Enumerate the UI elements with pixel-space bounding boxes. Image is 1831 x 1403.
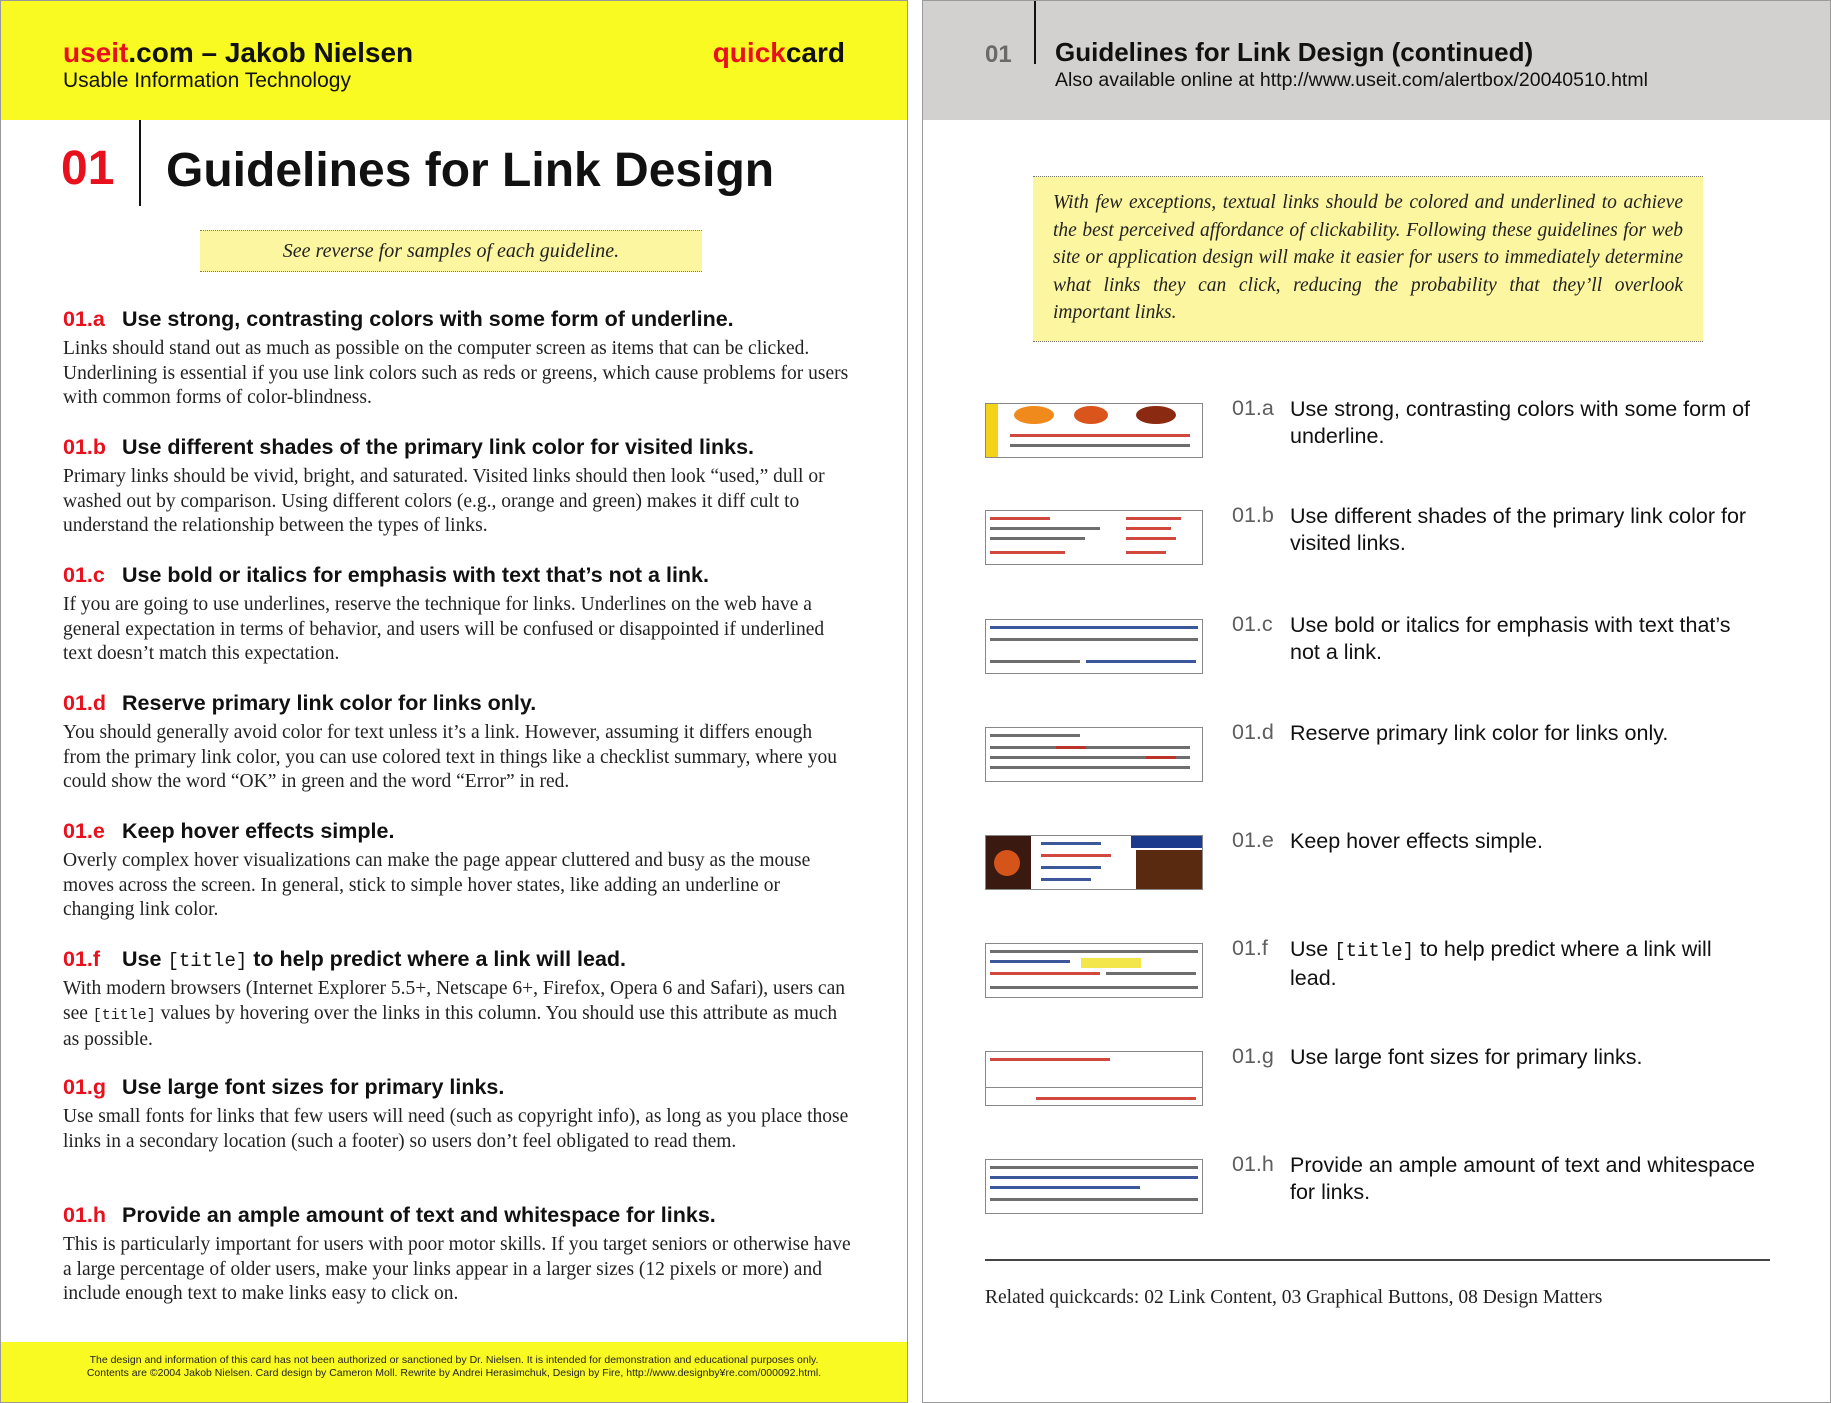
sample-thumbnail	[985, 403, 1203, 458]
sample-code: 01.e	[1232, 828, 1274, 852]
guideline-heading: 01.d Reserve primary link color for links only.	[63, 691, 537, 715]
front-footer	[1, 1342, 907, 1403]
intro-note: With few exceptions, textual links should be colored and underlined to achieve the best perceived affordance of clickability. Following these guidelines for web site or application design will make it easier for users to immediately determine what links they can click, reducing the probability that they’ll overlook important links.	[1033, 176, 1703, 342]
guideline-description: This is particularly important for users with poor motor skills. If you target seniors or otherwise have a large percentage of older users, make your links appear in a larger sizes (12 pixels or more) and include enough text to make links easy to click on.	[63, 1234, 851, 1304]
title-divider	[139, 120, 141, 206]
guideline-description: Overly complex hover visualizations can make the page appear cluttered and busy as the mouse moves across the screen. In general, stick to simple hover states, like adding an underline or changing link color.	[63, 850, 811, 920]
back-section-number: 01	[985, 41, 1012, 68]
back-title-divider	[1034, 1, 1036, 64]
back-card	[922, 0, 1831, 1403]
guideline-item	[63, 1069, 853, 1197]
page-title: Guidelines for Link Design	[166, 144, 775, 197]
guideline-item	[63, 557, 853, 685]
footer-line: Contents are ©2004 Jakob Nielsen. Card design by Cameron Moll. Rewrite by Andrei Herasimchuk, Design by Fire, http://www.designby¥re.com/000092.html.	[86, 1367, 822, 1379]
brand-subtitle: Usable Information Technology	[63, 69, 351, 92]
sample-item	[985, 936, 1785, 1036]
related-quickcards: Related quickcards: 02 Link Content, 03 Graphical Buttons, 08 Design Matters	[985, 1287, 1603, 1308]
guideline-description: Use small fonts for links that few users will need (such as copyright info), as long as you place those links in a secondary location (such a footer) so users don’t feel obligated to read them.	[63, 1106, 849, 1152]
back-page-title: Guidelines for Link Design (continued)	[1055, 37, 1534, 67]
section-number: 01	[61, 142, 115, 195]
guideline-item	[63, 301, 853, 429]
bottom-divider	[985, 1259, 1770, 1261]
front-card	[0, 0, 908, 1403]
sample-code: 01.d	[1232, 720, 1274, 744]
sample-item	[985, 828, 1785, 928]
sample-item	[985, 1044, 1785, 1144]
sample-text: Use large font sizes for primary links.	[1290, 1045, 1643, 1069]
sample-code: 01.f	[1232, 936, 1268, 960]
guideline-item	[63, 1197, 853, 1325]
sample-thumbnail	[985, 943, 1203, 998]
guideline-heading: 01.a Use strong, contrasting colors with some form of underline.	[63, 307, 734, 331]
back-header	[923, 1, 1830, 120]
guideline-heading: 01.g Use large font sizes for primary links.	[63, 1075, 505, 1099]
sample-thumbnail	[985, 510, 1203, 565]
guideline-heading: 01.f Use [title] to help predict where a link will lead.	[63, 947, 627, 972]
guideline-heading: 01.h Provide an ample amount of text and whitespace for links.	[63, 1203, 716, 1227]
sample-thumbnail	[985, 835, 1203, 890]
guideline-list	[63, 301, 853, 1325]
sample-text: Keep hover effects simple.	[1290, 829, 1543, 853]
sample-item	[985, 612, 1785, 712]
sample-code: 01.a	[1232, 396, 1274, 420]
guideline-description: Links should stand out as much as possible on the computer screen as items that can be clicked. Underlining is essential if you use link colors such as reds or greens, which cause problems for users with common forms of color-blindness.	[63, 338, 849, 408]
sample-text: Reserve primary link color for links only.	[1290, 721, 1669, 745]
sample-text: Use bold or italics for emphasis with text that’s not a link.	[1290, 613, 1731, 664]
back-page-subtitle: Also available online at http://www.useit.com/alertbox/20040510.html	[1055, 69, 1648, 91]
sample-code: 01.h	[1232, 1152, 1274, 1176]
sample-text: Use strong, contrasting colors with some form of underline.	[1290, 397, 1751, 448]
guideline-heading: 01.e Keep hover effects simple.	[63, 819, 395, 843]
sample-text: Provide an ample amount of text and whitespace for links.	[1290, 1153, 1755, 1204]
guideline-heading: 01.c Use bold or italics for emphasis with text that’s not a link.	[63, 563, 709, 587]
sample-item	[985, 503, 1785, 603]
guideline-description: If you are going to use underlines, reserve the technique for links. Underlines on the web have a general expectation in terms of behavior, and users will be confused or disappointed if underlined text doesn’t match this expectation.	[63, 594, 825, 664]
guideline-item	[63, 685, 853, 813]
sample-text: Use different shades of the primary link color for visited links.	[1290, 504, 1747, 555]
guideline-item	[63, 941, 853, 1069]
guideline-description: Primary links should be vivid, bright, and saturated. Visited links should then look “used,” dull or washed out by comparison. Using different colors (e.g., orange and green) makes it diff cult to understand the relationship between the types of links.	[63, 466, 825, 536]
sample-code: 01.b	[1232, 503, 1274, 527]
brand-title: useit.com – Jakob Nielsen	[63, 37, 414, 68]
sample-code: 01.c	[1232, 612, 1273, 636]
front-header	[1, 1, 907, 120]
guideline-item	[63, 429, 853, 557]
sample-item	[985, 396, 1785, 496]
guideline-description: With modern browsers (Internet Explorer 5.5+, Netscape 6+, Firefox, Opera 6 and Safari), users can see [title] values by hovering over the links in this column. You should use this attribute as much as possible.	[63, 978, 845, 1050]
quickcard-logo: quickcard	[712, 37, 845, 68]
sample-thumbnail	[985, 727, 1203, 782]
footer-line: The design and information of this card has not been authorized or sanctioned by Dr. Nielsen. It is intended for demonstration and educational purposes only.	[89, 1354, 819, 1366]
sample-thumbnail	[985, 1051, 1203, 1106]
sample-item	[985, 1152, 1785, 1252]
guideline-description: You should generally avoid color for text unless it’s a link. However, assuming it differs enough from the primary link color, you can use colored text in things like a checklist summary, where you could show the word “OK” in green and the word “Error” in red.	[63, 722, 837, 792]
sample-thumbnail	[985, 619, 1203, 674]
sample-code: 01.g	[1232, 1044, 1274, 1068]
guideline-heading: 01.b Use different shades of the primary link color for visited links.	[63, 435, 755, 459]
see-reverse-note: See reverse for samples of each guideline.	[200, 230, 702, 272]
sample-thumbnail	[985, 1159, 1203, 1214]
sample-text: Use [title] to help predict where a link will lead.	[1290, 937, 1712, 990]
guideline-item	[63, 813, 853, 941]
sample-item	[985, 720, 1785, 820]
